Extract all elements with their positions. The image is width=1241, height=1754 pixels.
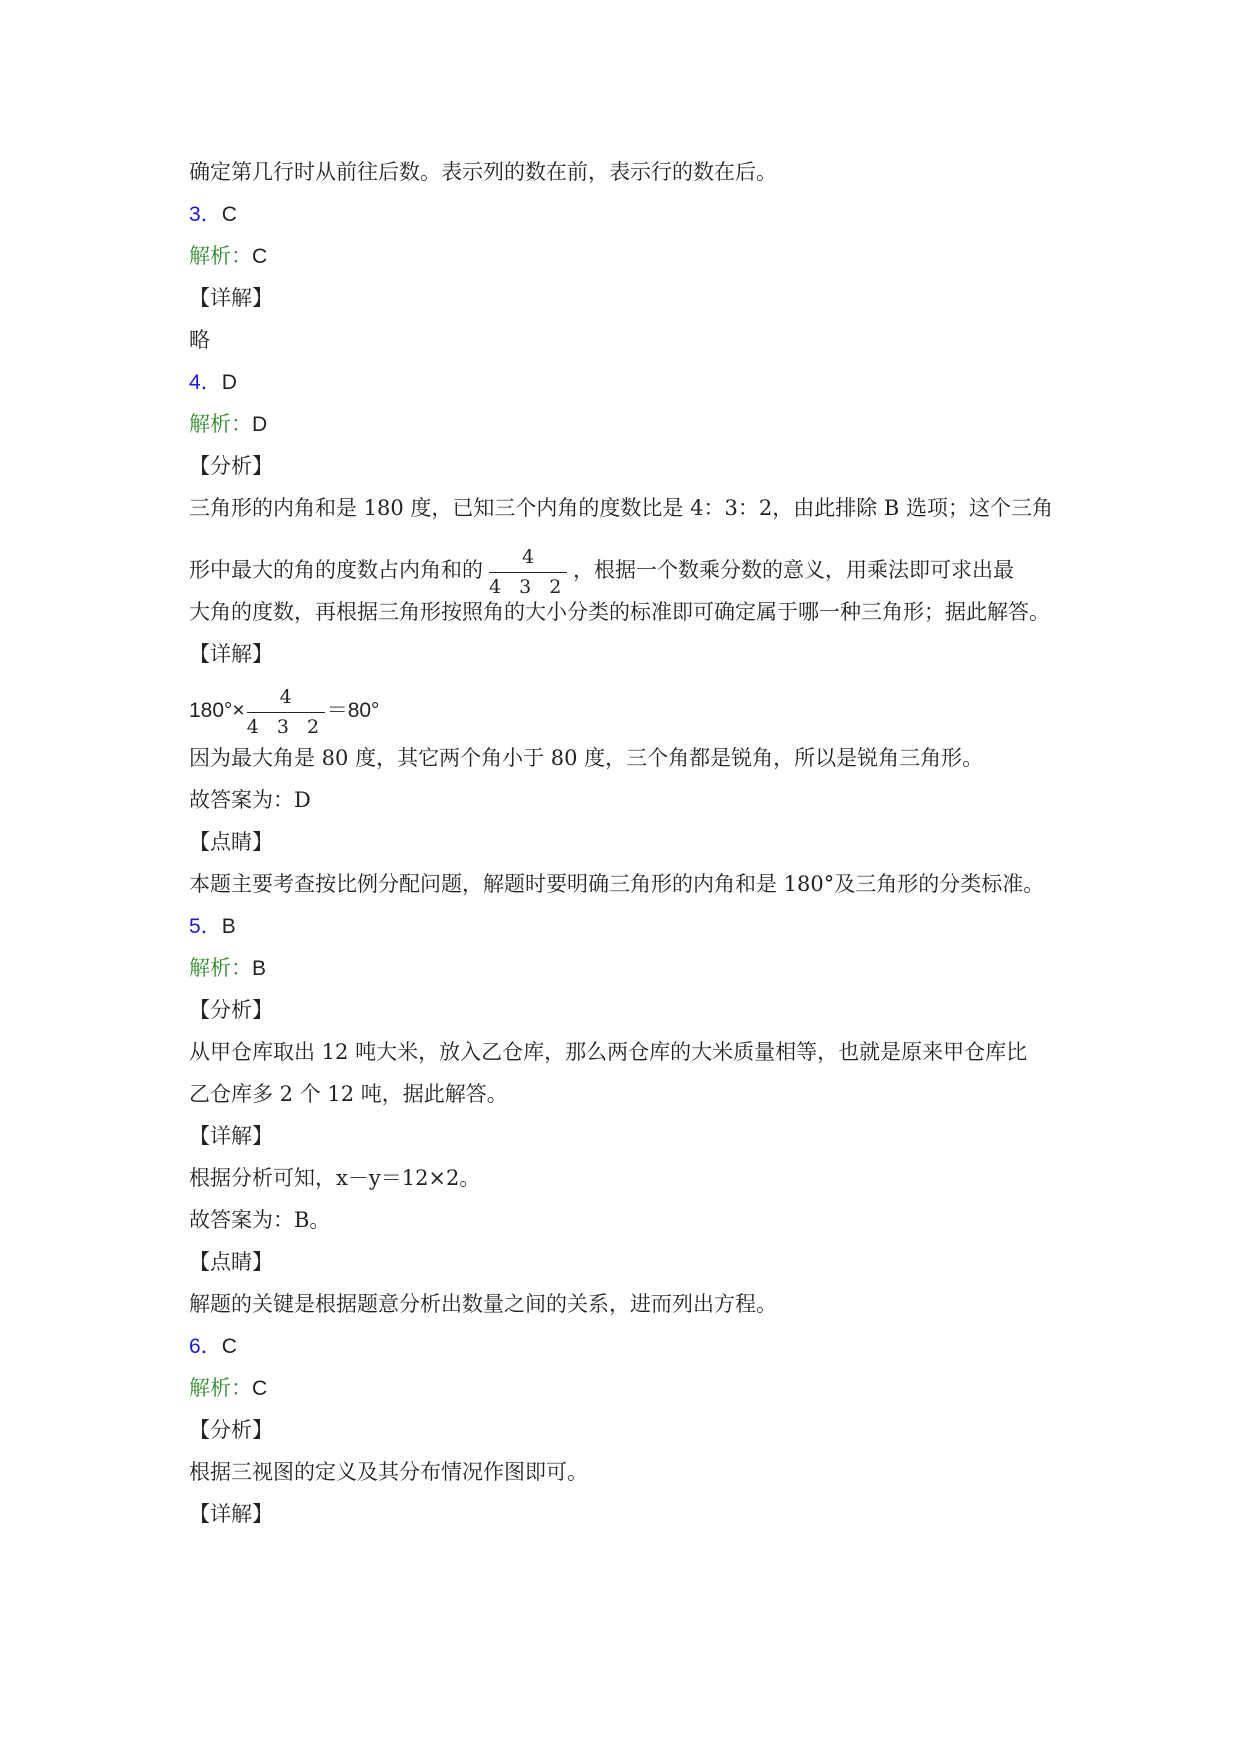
section-dianjing: 【点睛】 [189, 1250, 273, 1274]
section-dianjing: 【点睛】 [189, 830, 273, 854]
question-5-header [189, 910, 236, 942]
section-xiangjie: 【详解】 [189, 1502, 273, 1526]
paragraph-with-fraction [189, 540, 1014, 600]
question-3-header [189, 198, 237, 230]
paragraph: 根据三视图的定义及其分布情况作图即可。 [189, 1460, 588, 1484]
jiexi-value: B [252, 957, 267, 980]
question-4-jiexi [189, 408, 267, 440]
jiexi-label: 解析： [189, 1376, 252, 1400]
fraction [247, 683, 325, 741]
question-5-jiexi [189, 952, 266, 984]
question-number: 6． [189, 1335, 222, 1358]
answer-letter: B [221, 915, 236, 938]
paragraph: 解题的关键是根据题意分析出数量之间的关系，进而列出方程。 [189, 1292, 777, 1316]
paragraph: 本题主要考查按比例分配问题，解题时要明确三角形的内角和是 180°及三角形的分类标准。 [189, 872, 1045, 896]
paragraph: 从甲仓库取出 12 吨大米，放入乙仓库，那么两仓库的大米质量相等，也就是原来甲仓库比 [189, 1040, 1028, 1064]
answer-line: 故答案为：B。 [189, 1208, 331, 1232]
jiexi-value: D [252, 413, 268, 436]
section-fenxi: 【分析】 [189, 454, 273, 478]
fraction-denominator: 4 3 2 [489, 575, 568, 598]
jiexi-label: 解析： [189, 244, 252, 268]
paragraph: 根据分析可知，x－y＝12×2。 [189, 1166, 481, 1190]
text: 形中最大的角的度数占内角和的 [189, 558, 483, 582]
question-4-header [189, 366, 237, 398]
question-6-header [189, 1330, 237, 1362]
paragraph: 乙仓库多 2 个 12 吨，据此解答。 [189, 1082, 508, 1106]
jiexi-label: 解析： [189, 956, 252, 980]
continuation-line: 确定第几行时从前往后数。表示列的数在前，表示行的数在后。 [189, 160, 777, 184]
section-xiangjie: 【详解】 [189, 286, 273, 310]
jiexi-value: C [252, 1377, 268, 1400]
paragraph: 略 [189, 328, 210, 352]
fraction-denominator: 4 3 2 [246, 715, 326, 738]
question-number: 5． [189, 915, 222, 938]
paragraph: 因为最大角是 80 度，其它两个角小于 80 度，三个角都是锐角，所以是锐角三角形。 [189, 746, 984, 770]
fraction-numerator: 4 [521, 545, 535, 568]
paragraph: 三角形的内角和是 180 度，已知三个内角的度数比是 4：3：2，由此排除 B 选项；这个三角 [189, 496, 1053, 520]
calc-left: 180°× [189, 699, 245, 722]
fraction-numerator: 4 [279, 685, 292, 708]
question-6-jiexi [189, 1372, 267, 1404]
answer-letter: C [221, 203, 237, 226]
section-xiangjie: 【详解】 [189, 1124, 273, 1148]
answer-letter: D [221, 371, 237, 394]
section-fenxi: 【分析】 [189, 1418, 273, 1442]
section-fenxi: 【分析】 [189, 998, 273, 1022]
paragraph: 大角的度数，再根据三角形按照角的大小分类的标准即可确定属于哪一种三角形；据此解答。 [189, 600, 1050, 624]
calc-result: ＝80° [326, 699, 380, 722]
jiexi-value: C [252, 245, 268, 268]
section-xiangjie: 【详解】 [189, 642, 273, 666]
fraction [489, 543, 567, 601]
calculation [189, 680, 379, 740]
question-3-jiexi [189, 240, 267, 272]
question-number: 4． [189, 371, 222, 394]
question-number: 3． [189, 203, 222, 226]
answer-line: 故答案为：D [189, 788, 311, 812]
text: ，根据一个数乘分数的意义，用乘法即可求出最 [573, 558, 1014, 582]
answer-letter: C [221, 1335, 237, 1358]
jiexi-label: 解析： [189, 412, 252, 436]
